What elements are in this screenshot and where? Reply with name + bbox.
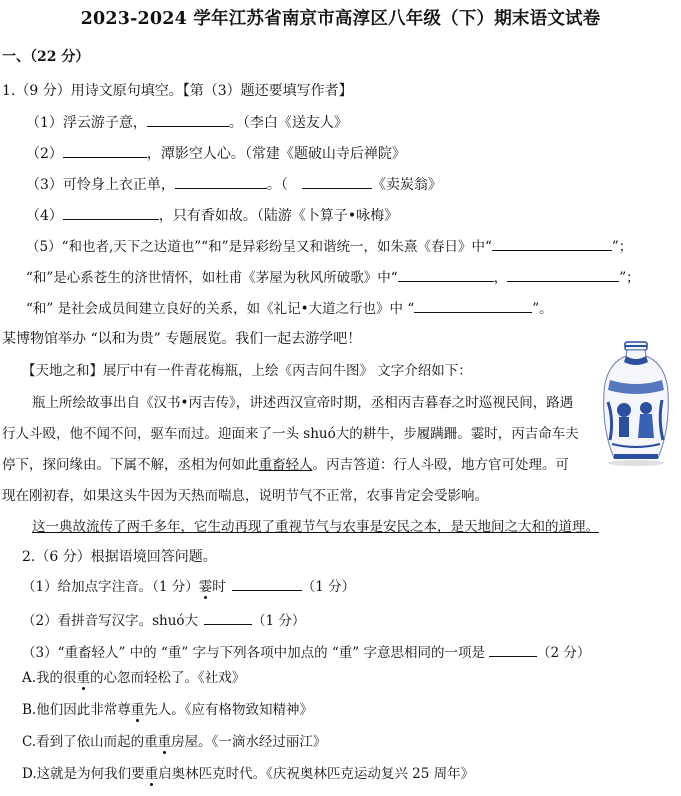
q2-sub-2	[22, 610, 305, 630]
answer-blank[interactable]	[204, 610, 252, 625]
passage-line-5: 现在刚初春，如果这头牛因为天热而喘息，说明节气不正常，农事肯定会受影响。	[2, 488, 488, 504]
q1-item-4-num: （4）	[26, 208, 63, 224]
q2-sub-3-text: （3）“重畜轻人” 中的 “重” 字与下列各项中加点的 “重” 字意思相同的一项是	[22, 645, 485, 661]
page-title: 2023-2024 学年江苏省南京市高淳区八年级（下）期末语文试卷	[80, 9, 601, 29]
answer-blank[interactable]	[63, 205, 159, 220]
option-b-rest: 先人。《应有格物致知精神》	[144, 702, 313, 718]
answer-blank[interactable]	[63, 143, 147, 158]
q1-item-3-source: 《卖炭翁》	[371, 177, 442, 193]
q1-item-1	[26, 112, 348, 132]
answer-blank[interactable]	[232, 576, 302, 591]
q1-item-5-end-2: ”；	[619, 270, 640, 286]
q1-item-5-line3	[26, 298, 553, 318]
dotted-char: 重	[157, 734, 172, 750]
q1-item-2-num: （2）	[26, 146, 63, 162]
q1-item-5-end-3: ”。	[532, 301, 553, 317]
section-heading: 一、（22 分）	[2, 49, 90, 65]
passage-line-2: 瓶上所绘故事出自《汉书•丙吉传》，讲述西汉宣帝时期，丞相丙吉暮春之时巡视民间，路遇	[32, 395, 574, 411]
dotted-char: 重	[130, 702, 145, 718]
option-a-text: A.我的很	[22, 670, 77, 686]
option-c	[22, 733, 326, 751]
dotted-char: 重	[144, 766, 159, 782]
answer-blank[interactable]	[489, 642, 537, 657]
q1-item-5-end: ”；	[611, 239, 633, 255]
q1-item-4	[26, 205, 398, 225]
q1-item-4-text: ，只有香如故。（陆游《卜算子•咏梅》	[158, 208, 399, 224]
answer-blank[interactable]	[414, 298, 532, 313]
underlined-phrase: 重畜轻人	[258, 457, 313, 473]
vase-image	[600, 340, 672, 468]
q2-sub-1-text: （1）给加点字注音。（1 分）	[22, 579, 199, 595]
q1-item-3	[26, 174, 442, 194]
passage-line-4-text: 停下，探问缘由。下属不解，丞相为何如此	[2, 457, 259, 473]
q1-item-3-paren: 。（	[266, 177, 288, 193]
q2-sub-1	[22, 576, 355, 596]
author-blank[interactable]	[302, 174, 372, 189]
q2-sub-2-points: （1 分）	[252, 613, 306, 629]
museum-intro: 某博物馆举办 “以和为贵” 专题展览。我们一起去游学吧！	[2, 331, 362, 347]
option-a	[22, 669, 245, 687]
q1-item-5	[26, 236, 632, 256]
answer-blank[interactable]	[398, 267, 494, 282]
q2-sub-2-text: （2）看拼音写汉字。shuó大	[22, 613, 199, 629]
question-1-stem: 1.（9 分）用诗文原句填空。【第（3）题还要填写作者】	[2, 83, 353, 99]
option-d-rest: 启奥林匹克时代。《庆祝奥林匹克运动复兴 25 周年》	[158, 766, 475, 782]
option-d-text: D.这就是为何我们要	[22, 766, 145, 782]
comma: ，	[493, 270, 508, 286]
q1-item-1-source: 。（李白《送友人》	[228, 115, 348, 131]
passage-line-4-rest: 。丙吉答道：行人斗殴，地方官可处理。可	[312, 457, 569, 473]
option-c-rest: 房屋。《一滴水经过丽江》	[171, 734, 327, 750]
q1-item-5-text-2: “和”是心系苍生的济世情怀，如杜甫《茅屋为秋风所破歌》中“	[26, 270, 398, 286]
option-b	[22, 701, 313, 719]
q2-sub-3	[22, 642, 590, 662]
answer-blank[interactable]	[147, 112, 229, 127]
option-b-text: B.他们因此非常尊	[22, 702, 131, 718]
answer-blank[interactable]	[507, 267, 619, 282]
q1-item-5-text-3: “和” 是社会成员间建立良好的关系，如《礼记•大道之行也》中 “	[26, 301, 415, 317]
passage-line-3: 行人斗殴，他不闻不问，驱车而过。迎面来了一头 shuó大的耕牛，步履蹒跚。霎时，丙吉命车夫	[2, 426, 579, 442]
passage-line-6: 这一典故流传了两千多年，它生动再现了重视节气与农事是安民之本，是天地间之大和的道理。	[32, 519, 599, 535]
question-2-stem: 2.（6 分）根据语境回答问题。	[22, 549, 217, 565]
passage-line-4	[2, 456, 569, 474]
q1-item-3-text: （3）可怜身上衣正单，	[26, 177, 175, 193]
dotted-char: 霎	[198, 579, 213, 595]
q1-item-2	[26, 143, 406, 163]
answer-blank[interactable]	[175, 174, 267, 189]
q1-item-5-text: （5）“和也者,天下之达道也”“和”是异彩纷呈又和谐统一，如朱熹《春日》中“	[26, 239, 492, 255]
passage-line-1: 【天地之和】展厅中有一件青花梅瓶，上绘《丙吉问牛图》 文字介绍如下：	[22, 363, 472, 379]
q2-sub-3-points: （2 分）	[536, 645, 591, 661]
option-a-rest: 的心忽而轻松了。《社戏》	[90, 670, 246, 686]
q1-item-2-text: ，潭影空人心。（常建《题破山寺后禅院》	[146, 146, 406, 162]
q2-sub-1-char: 时	[212, 579, 226, 595]
dotted-char: 重	[76, 670, 91, 686]
answer-blank[interactable]	[492, 236, 612, 251]
option-d	[22, 765, 474, 783]
q2-sub-1-points: （1 分）	[301, 579, 356, 595]
option-c-text: C.看到了依山而起的重	[22, 734, 158, 750]
q1-item-1-text: （1）浮云游子意，	[26, 115, 147, 131]
q1-item-5-line2	[26, 267, 640, 287]
